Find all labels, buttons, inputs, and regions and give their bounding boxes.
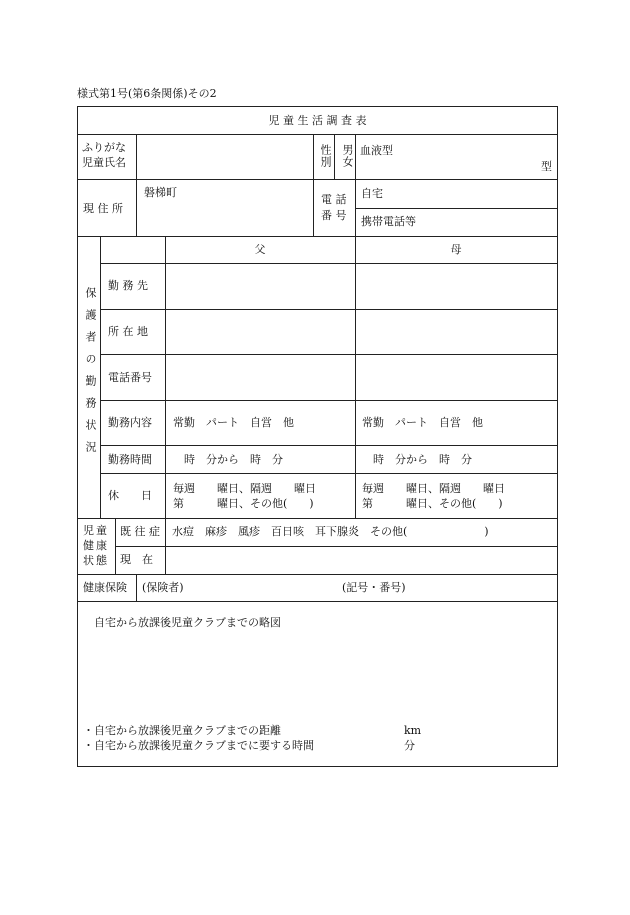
rule: [115, 546, 557, 547]
rule: [78, 179, 557, 180]
gender-options: 男女: [341, 144, 354, 168]
rule: [165, 236, 166, 518]
map-title: 自宅から放課後児童クラブまでの略図: [94, 616, 281, 629]
rule: [100, 236, 101, 518]
rule: [165, 518, 166, 574]
health-label-1: 児童: [83, 524, 109, 537]
guardian-section-label: 保護者の勤務状況: [84, 287, 97, 463]
home-phone-label: 自宅: [361, 187, 383, 200]
workplace-label: 勤 務 先: [108, 279, 148, 292]
mother-holiday-line1: 毎週 曜日、隔週 曜日: [362, 482, 505, 495]
form-title: 児 童 生 活 調 査 表: [268, 114, 367, 127]
distance-unit: km: [404, 724, 422, 737]
insurance-number-label: (記号・番号): [342, 581, 406, 594]
rule: [78, 601, 557, 602]
health-label-2: 健康: [83, 539, 109, 552]
mother-header: 母: [450, 243, 462, 256]
furigana-label: ふりがな: [82, 141, 126, 154]
rule: [100, 473, 557, 474]
travel-time-label: ・自宅から放課後児童クラブまでに要する時間: [83, 739, 314, 752]
address-label: 現 住 所: [83, 202, 123, 215]
phone-label-1: 電 話: [321, 193, 347, 206]
mother-work-hours: 時 分から 時 分: [373, 453, 472, 466]
rule: [78, 134, 557, 135]
distance-label: ・自宅から放課後児童クラブまでの距離: [83, 724, 281, 737]
rule: [355, 134, 356, 236]
health-label-3: 状態: [83, 554, 109, 567]
rule: [334, 134, 335, 179]
rule: [100, 445, 557, 446]
rule: [355, 208, 557, 209]
father-work-type: 常勤 パート 自営 他: [173, 416, 294, 429]
survey-form: [77, 106, 558, 767]
rule: [78, 518, 557, 519]
work-type-label: 勤務内容: [108, 416, 152, 429]
rule: [313, 134, 314, 236]
medical-history-options: 水痘 麻疹 風疹 百日咳 耳下腺炎 その他( ): [172, 525, 489, 538]
rule: [115, 518, 116, 574]
holiday-label: 休 日: [108, 489, 152, 502]
rule: [100, 309, 557, 310]
father-holiday-line1: 毎週 曜日、隔週 曜日: [173, 482, 316, 495]
insurance-label: 健康保険: [83, 581, 127, 594]
rule: [100, 400, 557, 401]
phone-label-2: 番 号: [321, 209, 347, 222]
blood-type-suffix: 型: [541, 160, 552, 173]
rule: [100, 354, 557, 355]
mother-work-type: 常勤 パート 自営 他: [362, 416, 483, 429]
blood-type-label: 血液型: [360, 144, 393, 157]
travel-time-unit: 分: [404, 739, 415, 752]
address-value: 磐梯町: [144, 186, 177, 199]
rule: [136, 574, 137, 601]
rule: [136, 134, 137, 236]
father-header: 父: [254, 243, 266, 256]
rule: [100, 263, 557, 264]
father-work-hours: 時 分から 時 分: [184, 453, 283, 466]
rule: [355, 236, 356, 518]
location-label: 所 在 地: [108, 325, 148, 338]
current-health-label: 現 在: [120, 553, 153, 566]
rule: [78, 236, 557, 237]
child-name-label: 児童氏名: [82, 156, 126, 169]
rule: [78, 574, 557, 575]
insurer-label: (保険者): [142, 581, 184, 594]
mother-holiday-line2: 第 曜日、その他( ): [362, 497, 503, 510]
medical-history-label: 既 往 症: [120, 525, 160, 538]
work-hours-label: 勤務時間: [108, 453, 152, 466]
phone-number-label: 電話番号: [108, 371, 152, 384]
mobile-phone-label: 携帯電話等: [361, 215, 416, 228]
form-caption: 様式第1号(第6条関係)その2: [77, 87, 217, 100]
father-holiday-line2: 第 曜日、その他( ): [173, 497, 314, 510]
gender-label: 性別: [319, 144, 332, 168]
